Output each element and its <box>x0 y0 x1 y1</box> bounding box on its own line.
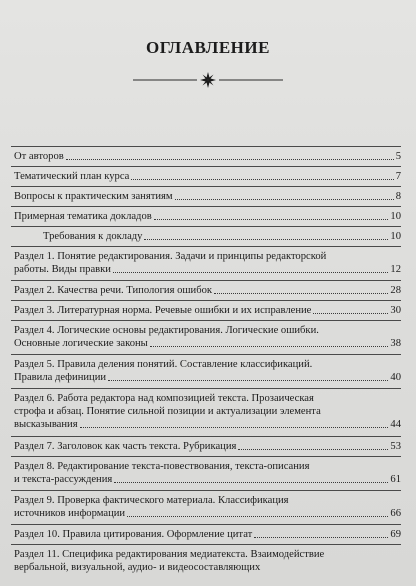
entry-divider <box>11 388 401 389</box>
entry-title-line: Раздел 4. Логические основы редактирования. Логические ошибки. <box>14 325 319 336</box>
entry-title-line: Раздел 10. Правила цитирования. Оформление цитат <box>14 529 253 540</box>
entry-divider <box>11 320 401 321</box>
entry-last-line <box>14 263 401 276</box>
leader-dots <box>154 218 389 220</box>
entry-last-line <box>14 170 401 183</box>
entry-title-line: Раздел 11. Специфика редактирования медиатекста. Взаимодействие <box>14 549 325 560</box>
entry-last-line <box>14 284 401 297</box>
entry-divider <box>11 354 401 355</box>
entry-divider <box>11 490 401 491</box>
toc-entry[interactable] <box>11 300 401 319</box>
leader-dots <box>114 481 388 483</box>
page-number: 28 <box>390 285 401 296</box>
page-number: 69 <box>390 529 401 540</box>
toc-entry[interactable] <box>11 166 401 185</box>
entry-last-line <box>14 371 401 384</box>
entry-last-line <box>43 230 401 243</box>
page-number: 7 <box>395 171 401 182</box>
entry-last-line <box>14 337 401 350</box>
leader-dots <box>175 198 394 200</box>
page-number: 10 <box>390 231 401 242</box>
leader-dots <box>238 448 388 450</box>
page-number: 8 <box>395 191 401 202</box>
entry-title-line: строфа и абзац. Понятие сильной позиции и актуализации элемента <box>14 406 321 417</box>
leader-dots <box>214 292 388 294</box>
leader-dots <box>313 312 388 314</box>
toc-entry[interactable] <box>11 524 401 543</box>
page-number: 30 <box>390 305 401 316</box>
entry-divider <box>11 544 401 545</box>
entry-title-line: вербальной, визуальной, аудио- и видеосоставляющих <box>14 562 261 573</box>
entry-title-line: Раздел 6. Работа редактора над композицией текста. Прозаическая <box>14 393 314 404</box>
page-number: 44 <box>390 419 401 430</box>
leader-dots <box>108 379 388 381</box>
entry-title-line: Раздел 7. Заголовок как часть текста. Рубрикация <box>14 441 237 452</box>
page-number: 53 <box>390 441 401 452</box>
entry-title-line: Раздел 1. Понятие редактирования. Задачи и принципы редакторской <box>14 251 327 262</box>
entry-last-line <box>14 561 401 574</box>
entry-title-line: Правила дефиниции <box>14 372 107 383</box>
entry-last-line <box>14 304 401 317</box>
entry-last-line <box>14 418 401 431</box>
entry-title-line: Требования к докладу <box>43 231 143 242</box>
page-number: 12 <box>390 264 401 275</box>
page-number: 5 <box>395 151 401 162</box>
entry-title-line: Основные логические законы <box>14 338 148 349</box>
toc-entry[interactable] <box>11 280 401 299</box>
page-number: 66 <box>390 508 401 519</box>
page-number: 40 <box>390 372 401 383</box>
entry-divider <box>11 300 401 301</box>
leader-dots <box>113 271 388 273</box>
toc-entry[interactable] <box>11 544 401 576</box>
entry-title-line: От авторов <box>14 151 64 162</box>
entry-last-line <box>14 473 401 486</box>
entry-divider <box>11 524 401 525</box>
entry-title-line: высказывания <box>14 419 78 430</box>
entry-title-line: источников информации <box>14 508 126 519</box>
entry-divider <box>11 146 401 147</box>
entry-title-line: и текста-рассуждения <box>14 474 113 485</box>
entry-last-line <box>14 528 401 541</box>
entry-last-line <box>14 190 401 203</box>
toc-entry[interactable] <box>11 226 401 245</box>
page-number: 61 <box>390 474 401 485</box>
toc-entry[interactable] <box>11 206 401 225</box>
entry-last-line <box>14 150 401 163</box>
entry-last-line <box>14 507 401 520</box>
entry-title-line: Раздел 3. Литературная норма. Речевые ошибки и их исправление <box>14 305 312 316</box>
toc-entry[interactable] <box>11 246 401 278</box>
toc-entry[interactable] <box>11 320 401 352</box>
entry-title-line: Раздел 9. Проверка фактического материала. Классификация <box>14 495 289 506</box>
toc-entry[interactable] <box>11 456 401 488</box>
toc-entry[interactable] <box>11 436 401 455</box>
entry-divider <box>11 186 401 187</box>
leader-dots <box>66 158 394 160</box>
entry-divider <box>11 246 401 247</box>
entry-divider <box>11 280 401 281</box>
leader-dots <box>150 345 389 347</box>
entry-divider <box>11 436 401 437</box>
entry-title-line: Вопросы к практическим занятиям <box>14 191 173 202</box>
toc-entry[interactable] <box>11 490 401 522</box>
leader-dots <box>254 536 388 538</box>
entry-last-line <box>14 210 401 223</box>
leader-dots <box>127 515 388 517</box>
entry-title-line: Примерная тематика докладов <box>14 211 152 222</box>
leader-dots <box>80 426 389 428</box>
leader-dots <box>131 178 393 180</box>
entry-divider <box>11 166 401 167</box>
entry-title-line: Раздел 8. Редактирование текста-повествования, текста-описания <box>14 461 310 472</box>
entry-title-line: работы. Виды правки <box>14 264 111 275</box>
page-title: ОГЛАВЛЕНИЕ <box>146 38 270 57</box>
entry-divider <box>11 226 401 227</box>
entry-divider <box>11 456 401 457</box>
toc-entry[interactable] <box>11 186 401 205</box>
entry-title-line: Тематический план курса <box>14 171 130 182</box>
entry-title-line: Раздел 2. Качества речи. Типология ошибок <box>14 285 213 296</box>
entry-title-line: Раздел 5. Правила деления понятий. Составление классификаций. <box>14 359 313 370</box>
page-number: 38 <box>390 338 401 349</box>
entry-last-line <box>14 440 401 453</box>
leader-dots <box>144 238 388 240</box>
toc-entry[interactable] <box>11 388 401 433</box>
toc-entry[interactable] <box>11 146 401 165</box>
toc-entry[interactable] <box>11 354 401 386</box>
entry-divider <box>11 206 401 207</box>
page-number: 10 <box>390 211 401 222</box>
